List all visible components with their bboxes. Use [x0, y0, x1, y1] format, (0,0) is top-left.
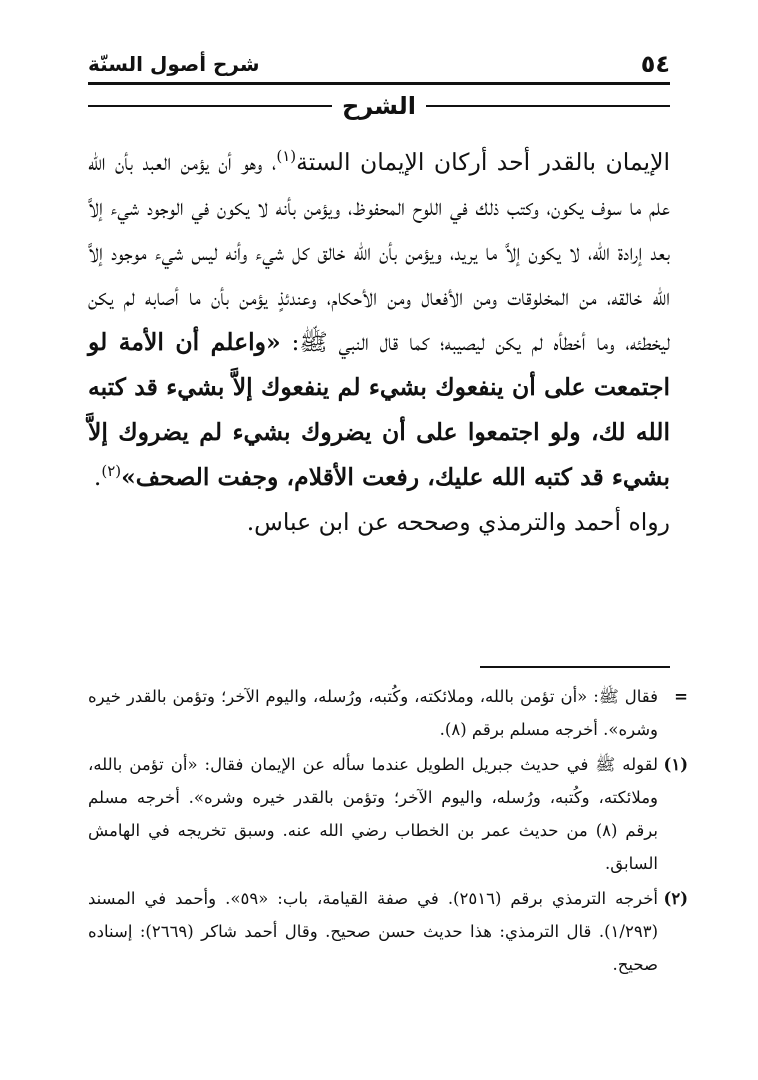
paragraph-2: رواه أحمد والترمذي وصححه عن ابن عباس.	[246, 508, 670, 536]
footnote-1	[88, 748, 688, 880]
footnote-separator	[480, 666, 670, 668]
main-text	[88, 140, 670, 545]
footnote-mark: (١)	[663, 755, 688, 774]
heading-rule-left	[88, 105, 332, 107]
paragraph-1-continued: ، وهو أن يؤمن العبد بأن الله علم ما سوف يكون، وكتب ذلك في اللوح المحفوظ، ويؤمن بأنه لا يكون في الوجود شيء إلاَّ بعد إرادة الله، لا يكون إلاَّ ما يريد، ويؤمن بأن الله خالق كل شيء وأنه ليس شيء موجود إلاَّ الله خالقه، من المخلوقات ومن الأفعال ومن الأحكام، وعندئذٍ يؤمن بأن ما أصابه لم يكن ليخطئه، وما أخطأه لم يكن ليصيبه؛ كما قال النبي ﷺ:	[88, 148, 670, 356]
paragraph-1	[88, 140, 670, 500]
footnote-text: فقال ﷺ: «أن تؤمن بالله، وملائكته، وكُتبه، ورُسله، واليوم الآخر؛ وتؤمن بالقدر خيره وشره». أخرجه مسلم برقم (٨).	[88, 687, 658, 739]
paragraph-1-start: الإيمان بالقدر أحد أركان الإيمان الستة	[296, 148, 671, 176]
heading-rule-right	[426, 105, 670, 107]
footnote-ref-1[interactable]: (١)	[276, 147, 297, 166]
footnote-2	[88, 882, 688, 981]
hadith-quote: «واعلم أن الأمة لو اجتمعت على أن ينفعوك بشيء لم ينفعوك إلاَّ بشيء قد كتبه الله لك، ولو اجتمعوا على أن يضروك بشيء لم يضروك إلاَّ بشيء قد كتبه الله عليك، رفعت الأقلام، وجفت الصحف»	[88, 328, 670, 491]
book-title: شرح أصول السنّة	[88, 52, 260, 76]
footnote-text: أخرجه الترمذي برقم (٢٥١٦). في صفة القيامة، باب: «٥٩». وأحمد في المسند (١/٢٩٣). قال الترمذي: هذا حديث حسن صحيح. وقال أحمد شاكر (٢٦٦٩): إسناده صحيح.	[88, 889, 658, 974]
footnote-ref-2[interactable]: (٢)	[101, 462, 122, 481]
running-header	[88, 46, 670, 85]
footnote-mark: (٢)	[663, 889, 688, 908]
footnote-text: لقوله ﷺ في حديث جبريل الطويل عندما سأله عن الإيمان فقال: «أن تؤمن بالله، وملائكته، وكُتبه، ورُسله، واليوم الآخر؛ وتؤمن بالقدر خيره وشره». أخرجه مسلم برقم (٨) من حديث عمر بن الخطاب رضي الله عنه. وسبق تخريجه في الهامش السابق.	[88, 755, 658, 873]
section-heading	[88, 86, 670, 126]
footnote-mark: =	[674, 687, 688, 706]
paragraph-1-end: .	[93, 463, 102, 491]
footnote-continuation	[88, 680, 688, 746]
page-number: ٥٤	[640, 50, 670, 78]
footnotes	[88, 680, 688, 983]
section-title: الشرح	[342, 92, 416, 120]
